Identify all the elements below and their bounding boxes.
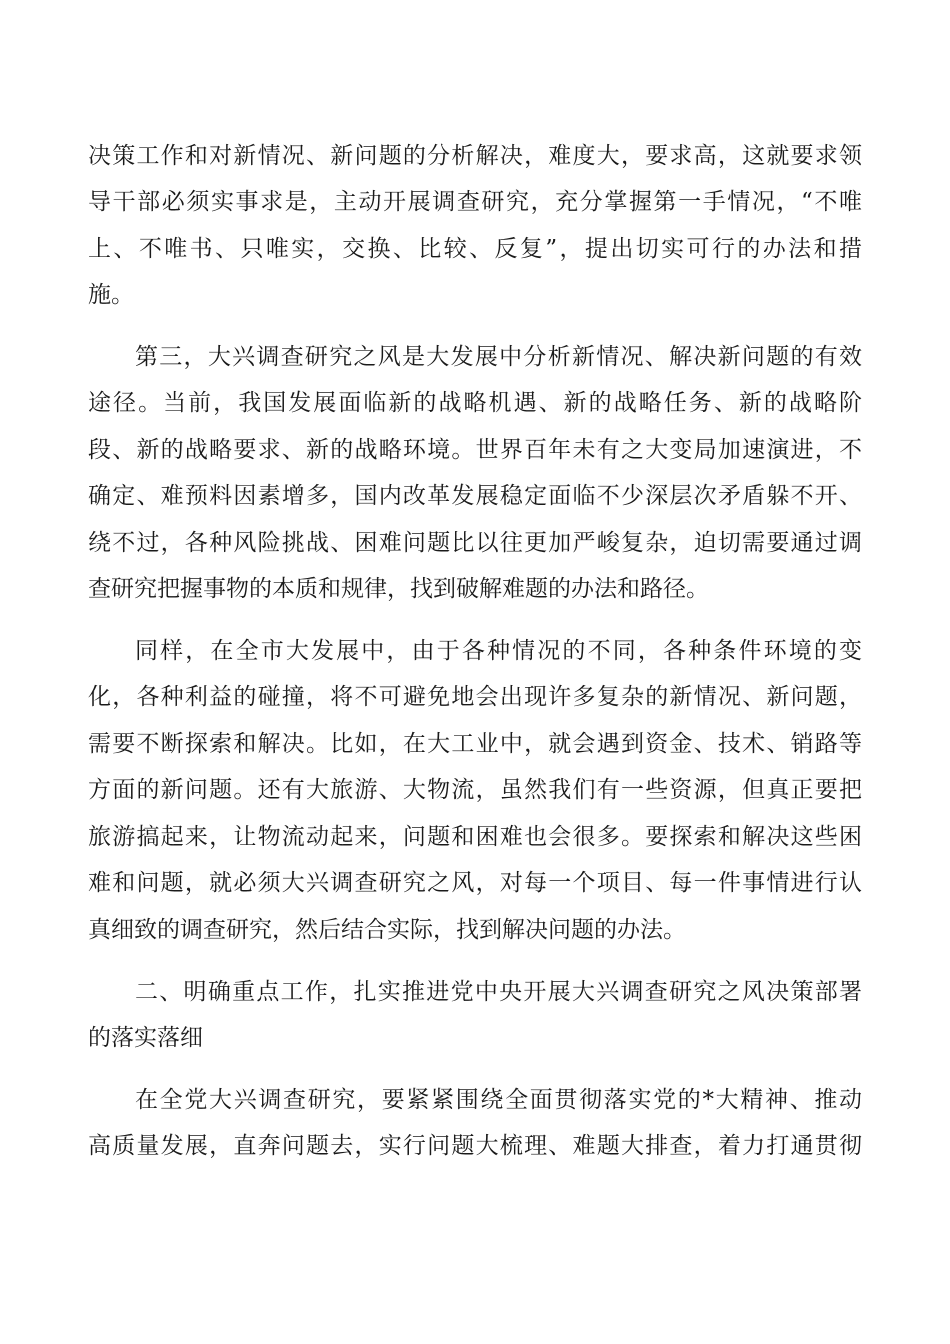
text-line-17: 真细致的调查研究，然后结合实际，找到解决问题的办法。 (88, 917, 686, 943)
text-line-4: 施。 (88, 282, 134, 308)
text-line-16: 难和问题，就必须大兴调查研究之风，对每一个项目、每一件事情进行认 (88, 870, 862, 896)
text-line-6: 途径。当前，我国发展面临新的战略机遇、新的战略任务、新的战略阶 (88, 390, 862, 416)
section-heading-line-1: 二、明确重点工作，扎实推进党中央开展大兴调查研究之风决策部署 (135, 979, 862, 1005)
text-line-9: 绕不过，各种风险挑战、困难问题比以往更加严峻复杂，迫切需要通过调 (88, 530, 862, 556)
text-line-3: 上、不唯书、只唯实，交换、比较、反复”，提出切实可行的办法和措 (88, 236, 862, 262)
text-line-7: 段、新的战略要求、新的战略环境。世界百年未有之大变局加速演进，不 (88, 437, 862, 463)
text-line-1: 决策工作和对新情况、新问题的分析解决，难度大，要求高，这就要求领 (88, 143, 862, 169)
text-line-10: 查研究把握事物的本质和规律，找到破解难题的办法和路径。 (88, 576, 709, 602)
text-line-2: 导干部必须实事求是，主动开展调查研究，充分掌握第一手情况，“不唯 (88, 189, 862, 215)
text-line-12: 化，各种利益的碰撞，将不可避免地会出现许多复杂的新情况、新问题， (88, 684, 862, 710)
text-line-18: 在全党大兴调查研究，要紧紧围绕全面贯彻落实党的*大精神、推动 (135, 1087, 862, 1113)
text-line-13: 需要不断探索和解决。比如，在大工业中，就会遇到资金、技术、销路等 (88, 731, 862, 757)
text-line-15: 旅游搞起来，让物流动起来，问题和困难也会很多。要探索和解决这些困 (88, 824, 862, 850)
text-line-5: 第三，大兴调查研究之风是大发展中分析新情况、解决新问题的有效 (135, 344, 862, 370)
text-line-14: 方面的新问题。还有大旅游、大物流，虽然我们有一些资源，但真正要把 (88, 777, 862, 803)
text-line-8: 确定、难预料因素增多，国内改革发展稳定面临不少深层次矛盾躲不开、 (88, 483, 862, 509)
section-heading-line-2: 的落实落细 (88, 1025, 203, 1051)
text-line-11: 同样，在全市大发展中，由于各种情况的不同，各种条件环境的变 (135, 638, 862, 664)
text-line-19: 高质量发展，直奔问题去，实行问题大梳理、难题大排查，着力打通贯彻 (88, 1133, 862, 1159)
